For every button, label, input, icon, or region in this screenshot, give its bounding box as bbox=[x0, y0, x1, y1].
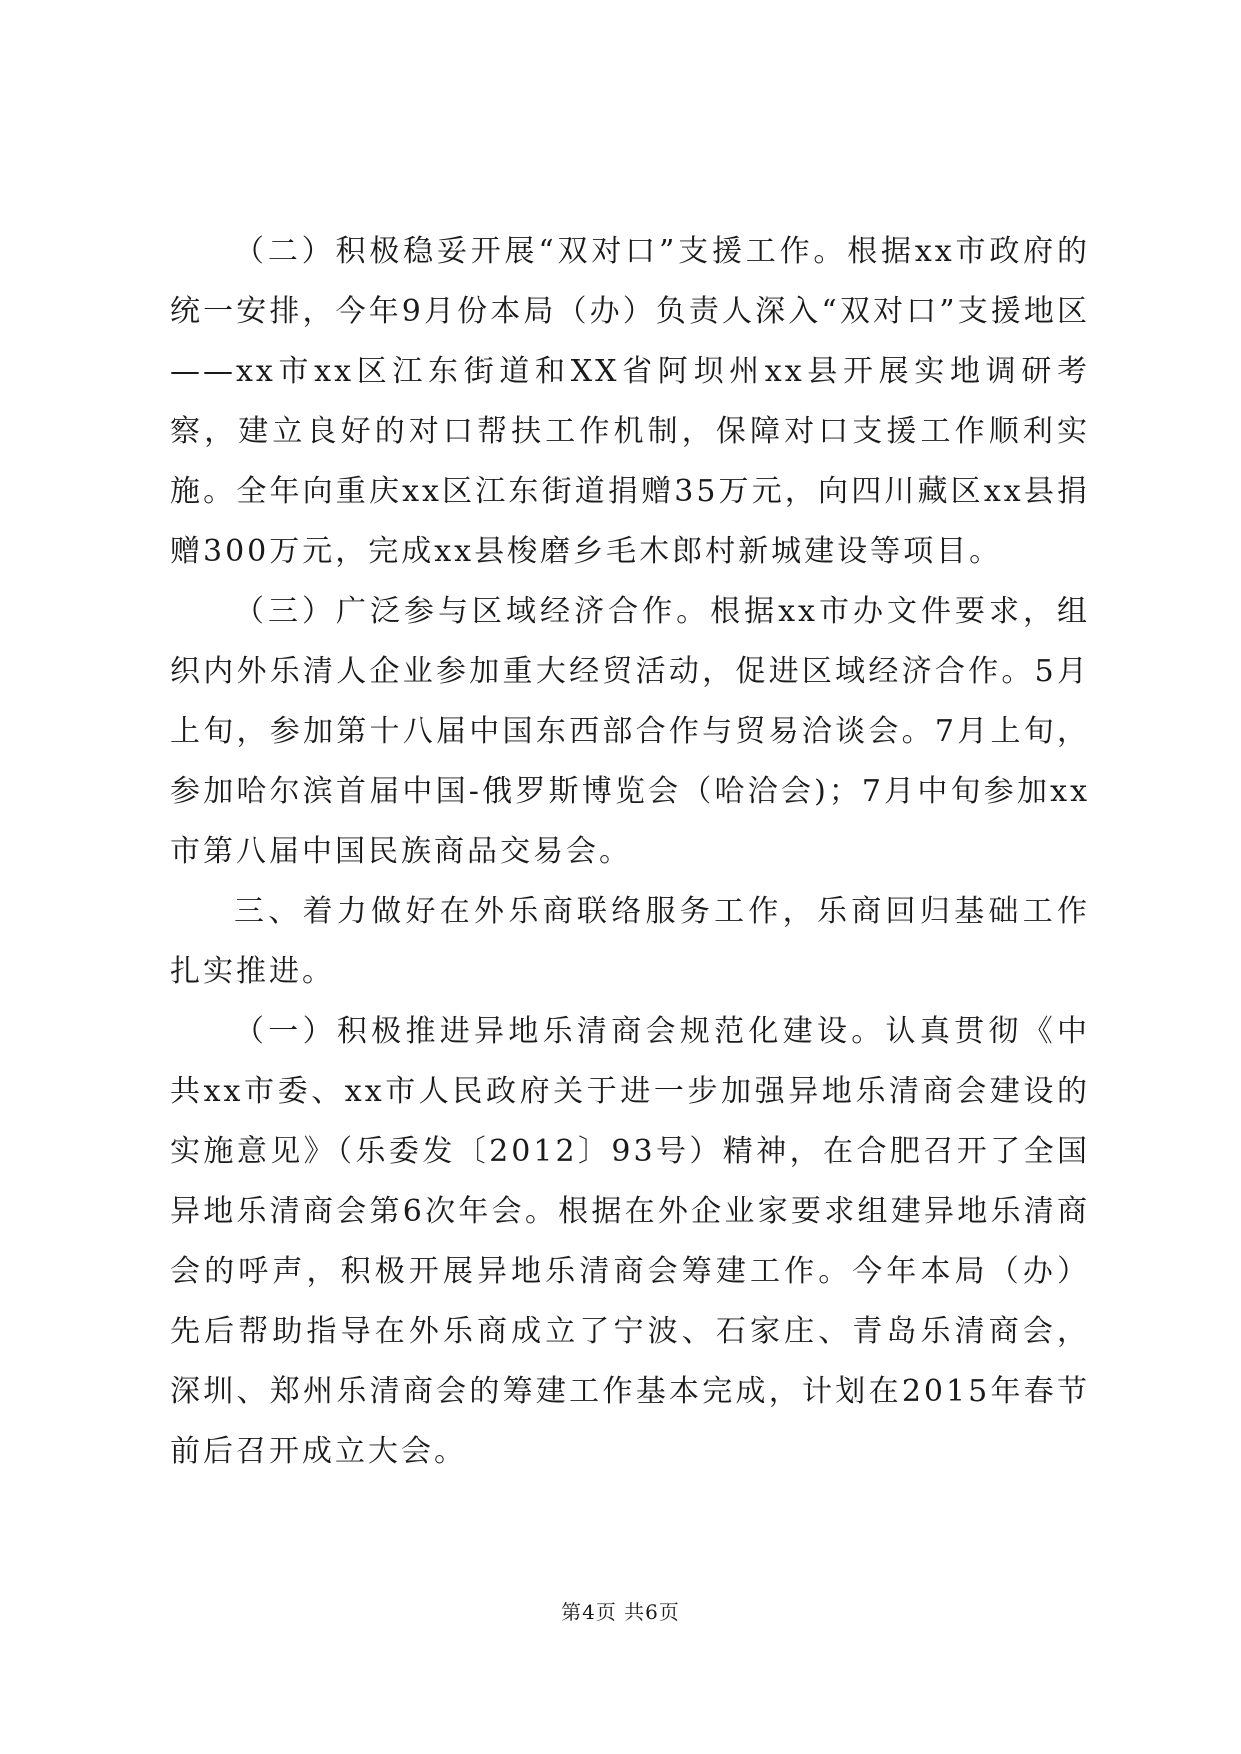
paragraph-shuang-duikou-support: （二）积极稳妥开展“双对口”支援工作。根据xx市政府的统一安排，今年9月份本局（办）负责人深入“双对口”支援地区——xx市xx区江东街道和XX省阿坝州xx县开展实地调研考察，建立良好的对口帮扶工作机制，保障对口支援工作顺利实施。全年向重庆xx区江东街道捐赠35万元，向四川藏区xx县捐赠300万元，完成xx县梭磨乡毛木郎村新城建设等项目。 bbox=[170, 234, 1090, 569]
page-footer: 第4页 共6页 bbox=[561, 1600, 680, 1624]
paragraph-section-three-heading: 三、着力做好在外乐商联络服务工作，乐商回归基础工作扎实推进。 bbox=[170, 894, 1090, 989]
paragraph-chamber-of-commerce: （一）积极推进异地乐清商会规范化建设。认真贯彻《中共xx市委、xx市人民政府关于进一步加强异地乐清商会建设的实施意见》（乐委发〔2012〕93号）精神，在合肥召开了全国异地乐清商会第6次年会。根据在外企业家要求组建异地乐清商会的呼声，积极开展异地乐清商会筹建工作。今年本局（办）先后帮助指导在外乐商成立了宁波、石家庄、青岛乐清商会，深圳、郑州乐清商会的筹建工作基本完成，计划在2015年春节前后召开成立大会。 bbox=[170, 1014, 1090, 1469]
document-body bbox=[170, 222, 1090, 1482]
paragraph-regional-cooperation: （三）广泛参与区域经济合作。根据xx市办文件要求，组织内外乐清人企业参加重大经贸活动，促进区域经济合作。5月上旬，参加第十八届中国东西部合作与贸易洽谈会。7月上旬，参加哈尔滨首届中国-俄罗斯博览会（哈洽会)；7月中旬参加xx市第八届中国民族商品交易会。 bbox=[170, 594, 1090, 869]
